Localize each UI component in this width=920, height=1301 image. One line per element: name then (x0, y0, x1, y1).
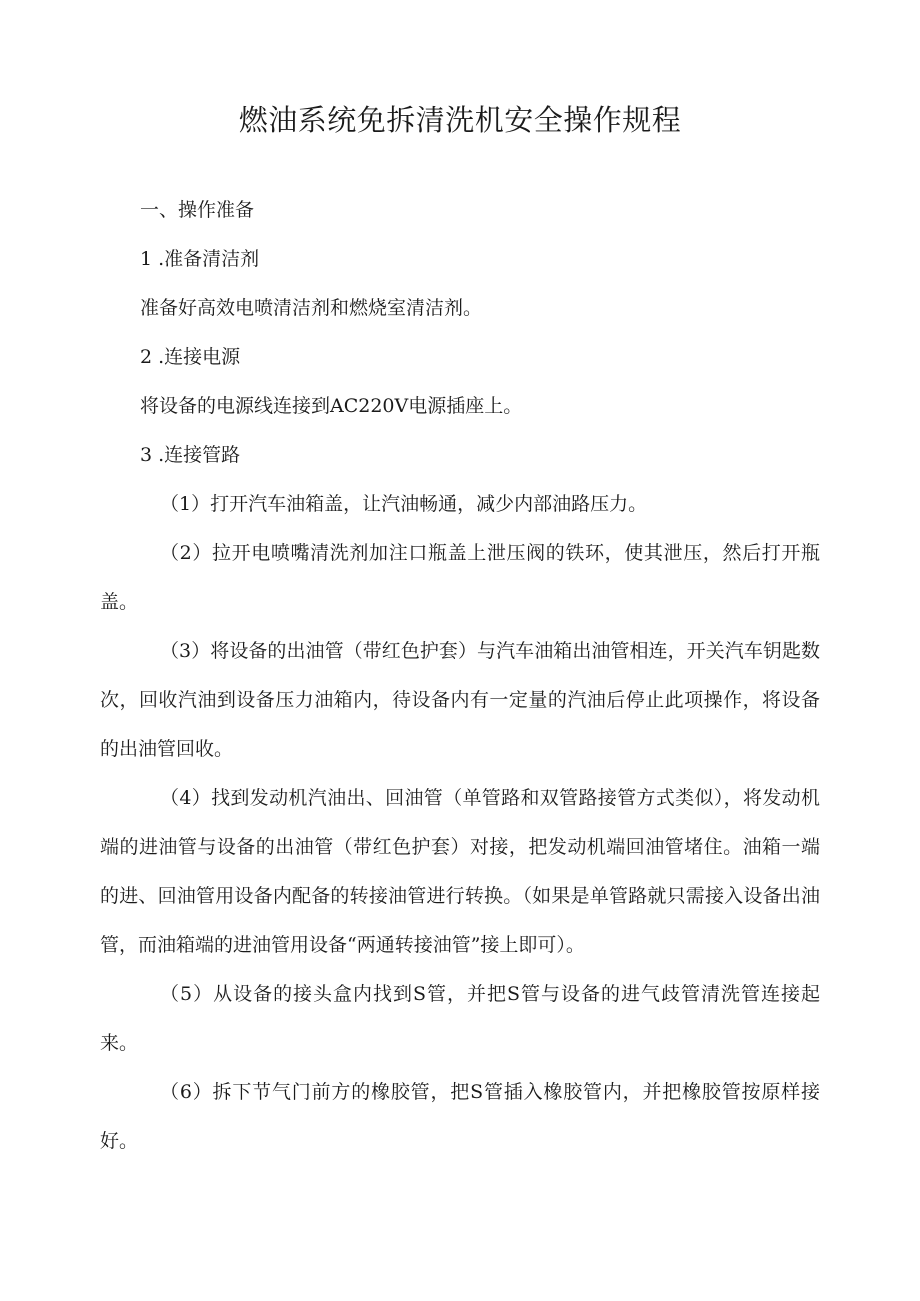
step-3-item-2: （2）拉开电喷嘴清洗剂加注口瓶盖上泄压阀的铁环，使其泄压，然后打开瓶盖。 (100, 542, 820, 613)
document-title: 燃油系统免拆清洗机安全操作规程 (238, 103, 682, 137)
step-3-item-6: （6）拆下节气门前方的橡胶管，把S管插入橡胶管内，并把橡胶管按原样接好。 (100, 1081, 820, 1152)
step-3-item-5: （5）从设备的接头盒内找到S管，并把S管与设备的进气歧管清洗管连接起来。 (100, 983, 820, 1054)
step-3-item-3: （3）将设备的出油管（带红色护套）与汽车油箱出油管相连，开关汽车钥匙数次，回收汽油到设备压力油箱内，待设备内有一定量的汽油后停止此项操作，将设备的出油管回收。 (100, 640, 820, 760)
step-1-text: 准备好高效电喷清洁剂和燃烧室清洁剂。 (140, 297, 483, 319)
step-2-text: 将设备的电源线连接到AC220V电源插座上。 (140, 395, 523, 417)
step-3-item-1: （1）打开汽车油箱盖，让汽油畅通，减少内部油路压力。 (160, 493, 648, 515)
step-2-heading: 2 .连接电源 (140, 346, 241, 368)
step-3-heading: 3 .连接管路 (140, 444, 241, 466)
section-heading: 一、操作准备 (140, 199, 255, 221)
step-1-heading: 1 .准备清洁剂 (140, 248, 260, 270)
step-3-item-4: （4）找到发动机汽油出、回油管（单管路和双管路接管方式类似），将发动机端的进油管与设备的出油管（带红色护套）对接，把发动机端回油管堵住。油箱一端的进、回油管用设备内配备的转接油管进行转换。（如果是单管路就只需接入设备出油管，而油箱端的进油管用设备“两通转接油管”接上即可）。 (100, 787, 820, 956)
